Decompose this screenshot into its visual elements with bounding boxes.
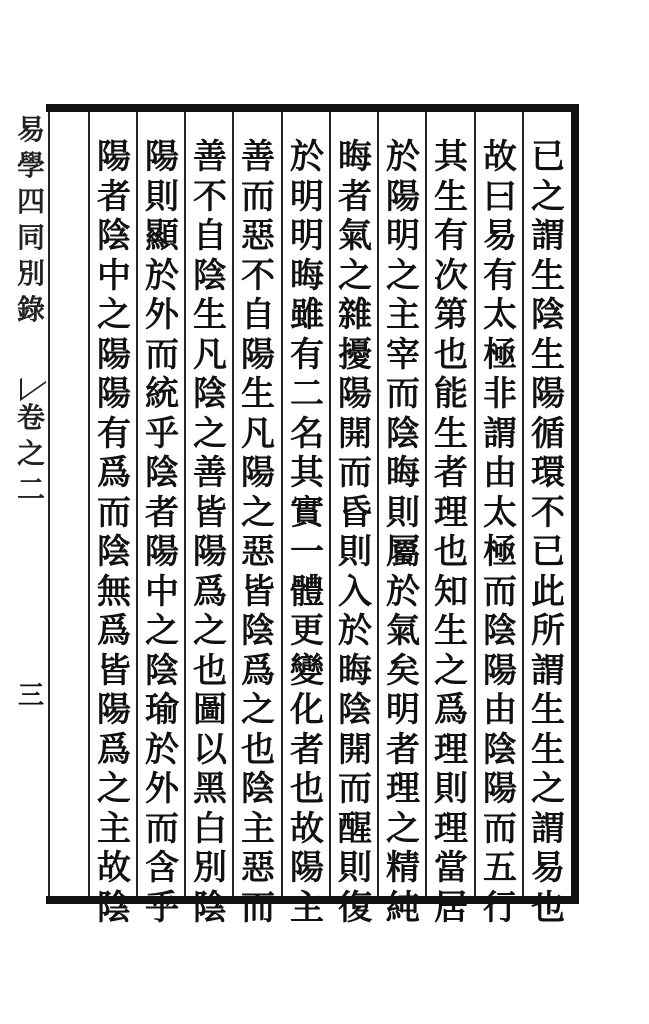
column-char: 氣 bbox=[386, 611, 420, 651]
column-char: 爲 bbox=[97, 611, 131, 651]
column-char: 凡 bbox=[241, 413, 275, 454]
column-char: 生 bbox=[193, 295, 227, 335]
column-rule bbox=[474, 112, 476, 896]
column-char: 而 bbox=[241, 887, 275, 928]
column-char: 陽 bbox=[97, 690, 131, 730]
column-char: 也 bbox=[434, 532, 468, 572]
column-char: 理 bbox=[434, 492, 468, 533]
column-rule bbox=[48, 112, 50, 896]
column-char: 故 bbox=[483, 137, 517, 177]
column-char: 非 bbox=[483, 374, 517, 414]
column-char: 屬 bbox=[386, 532, 420, 572]
column-rule bbox=[88, 112, 90, 896]
column-char: 易 bbox=[483, 216, 517, 256]
column-char: 太 bbox=[483, 492, 517, 533]
column-char: 爲 bbox=[434, 690, 468, 730]
column-char: 者 bbox=[97, 176, 131, 217]
column-char: 陰 bbox=[241, 769, 275, 809]
column-char: 而 bbox=[386, 374, 420, 414]
column-char: 主 bbox=[386, 295, 420, 335]
column-char: 而 bbox=[483, 571, 517, 612]
column-char: 陽 bbox=[338, 374, 372, 414]
column-char: 而 bbox=[241, 176, 275, 217]
column-char: 陰 bbox=[145, 650, 179, 691]
column-char: 於 bbox=[145, 255, 179, 296]
column-char: 於 bbox=[386, 571, 420, 612]
column-char: 於 bbox=[338, 611, 372, 651]
column-char: 第 bbox=[434, 295, 468, 335]
column-char: 陽 bbox=[97, 374, 131, 414]
column-rule bbox=[329, 112, 331, 896]
column-char: 也 bbox=[193, 650, 227, 691]
column-char: 陰 bbox=[193, 255, 227, 296]
column-char: 變 bbox=[290, 650, 324, 691]
column-char: 之 bbox=[145, 611, 179, 651]
column-char: 明 bbox=[386, 690, 420, 730]
column-rule bbox=[136, 112, 138, 896]
column-char: 開 bbox=[338, 413, 372, 454]
column-rule bbox=[522, 112, 524, 896]
column-char: 惡 bbox=[241, 848, 275, 888]
column-char: 有 bbox=[434, 216, 468, 256]
column-char: 之 bbox=[434, 650, 468, 691]
column-char: 自 bbox=[241, 295, 275, 335]
text-column bbox=[478, 138, 522, 928]
column-char: 其 bbox=[434, 137, 468, 177]
column-char: 知 bbox=[434, 571, 468, 612]
margin-volume bbox=[14, 400, 48, 508]
column-char: 有 bbox=[97, 413, 131, 454]
column-char: 則 bbox=[338, 532, 372, 572]
column-char: 晦 bbox=[338, 650, 372, 691]
column-char: 自 bbox=[193, 216, 227, 256]
column-char: 者 bbox=[145, 492, 179, 533]
column-char: 生 bbox=[531, 729, 565, 770]
margin-char: 別 bbox=[16, 257, 45, 290]
column-char: 不 bbox=[531, 492, 565, 533]
text-column bbox=[381, 138, 425, 928]
column-char: 而 bbox=[145, 334, 179, 375]
column-char: 陽 bbox=[241, 334, 275, 375]
column-char: 則 bbox=[145, 176, 179, 217]
column-char: 所 bbox=[531, 611, 565, 651]
column-char: 陰 bbox=[386, 413, 420, 454]
margin-char: 學 bbox=[16, 149, 45, 182]
column-char: 者 bbox=[434, 453, 468, 493]
column-char: 於 bbox=[290, 137, 324, 177]
column-char: 環 bbox=[531, 453, 565, 493]
column-char: 陽 bbox=[386, 176, 420, 217]
column-char: 則 bbox=[434, 769, 468, 809]
column-char: 理 bbox=[434, 808, 468, 849]
column-char: 由 bbox=[483, 453, 517, 493]
column-char: 謂 bbox=[531, 216, 565, 256]
column-char: 陽 bbox=[290, 848, 324, 888]
column-char: 循 bbox=[531, 413, 565, 454]
column-char: 陰 bbox=[193, 887, 227, 928]
column-char: 曰 bbox=[483, 176, 517, 217]
text-column bbox=[429, 138, 473, 928]
column-char: 生 bbox=[434, 611, 468, 651]
column-char: 陰 bbox=[193, 374, 227, 414]
margin-char: 易 bbox=[16, 113, 45, 146]
column-char: 次 bbox=[434, 255, 468, 296]
column-char: 而 bbox=[483, 808, 517, 849]
column-char: 明 bbox=[386, 216, 420, 256]
column-rule bbox=[184, 112, 186, 896]
margin-char: 二 bbox=[16, 473, 45, 506]
column-char: 而 bbox=[145, 808, 179, 849]
fishtail-mark bbox=[20, 361, 46, 401]
column-char: 極 bbox=[483, 334, 517, 375]
column-char: 此 bbox=[531, 571, 565, 612]
column-char: 外 bbox=[145, 769, 179, 809]
column-char: 易 bbox=[531, 848, 565, 888]
column-char: 入 bbox=[338, 571, 372, 612]
column-char: 者 bbox=[290, 729, 324, 770]
column-char: 氣 bbox=[338, 216, 372, 256]
column-char: 而 bbox=[97, 492, 131, 533]
column-char: 醒 bbox=[338, 808, 372, 849]
column-char: 生 bbox=[241, 374, 275, 414]
column-char: 之 bbox=[241, 690, 275, 730]
column-char: 之 bbox=[97, 769, 131, 809]
column-char: 晦 bbox=[290, 255, 324, 296]
column-char: 也 bbox=[290, 769, 324, 809]
column-rule bbox=[281, 112, 283, 896]
column-char: 陰 bbox=[483, 729, 517, 770]
column-char: 之 bbox=[241, 492, 275, 533]
column-char: 善 bbox=[193, 453, 227, 493]
column-char: 已 bbox=[531, 137, 565, 177]
column-char: 謂 bbox=[531, 650, 565, 691]
column-char: 晦 bbox=[338, 137, 372, 177]
margin-char: 錄 bbox=[16, 293, 45, 326]
column-char: 圖 bbox=[193, 690, 227, 730]
column-char: 統 bbox=[145, 374, 179, 414]
column-char: 之 bbox=[193, 413, 227, 454]
column-char: 雜 bbox=[338, 295, 372, 335]
margin-char: 卷 bbox=[16, 401, 45, 434]
column-char: 能 bbox=[434, 374, 468, 414]
column-char: 者 bbox=[386, 729, 420, 770]
column-char: 爲 bbox=[97, 453, 131, 493]
column-char: 陽 bbox=[483, 650, 517, 691]
column-char: 由 bbox=[483, 690, 517, 730]
column-char: 生 bbox=[434, 176, 468, 217]
column-char: 陽 bbox=[193, 532, 227, 572]
text-column bbox=[333, 138, 377, 928]
column-char: 於 bbox=[386, 137, 420, 177]
column-char: 則 bbox=[386, 492, 420, 533]
column-char: 黑 bbox=[193, 769, 227, 809]
column-rule bbox=[232, 112, 234, 896]
column-char: 矣 bbox=[386, 650, 420, 691]
column-char: 五 bbox=[483, 848, 517, 888]
column-char: 中 bbox=[145, 571, 179, 612]
column-char: 陰 bbox=[97, 532, 131, 572]
column-char: 惡 bbox=[241, 532, 275, 572]
column-char: 理 bbox=[386, 769, 420, 809]
column-char: 者 bbox=[338, 176, 372, 217]
column-char: 居 bbox=[434, 887, 468, 928]
column-char: 雖 bbox=[290, 295, 324, 335]
column-char: 精 bbox=[386, 848, 420, 888]
column-char: 行 bbox=[483, 887, 517, 928]
column-char: 體 bbox=[290, 571, 324, 612]
column-char: 二 bbox=[290, 374, 324, 414]
column-char: 一 bbox=[290, 532, 324, 572]
column-char: 之 bbox=[531, 769, 565, 809]
margin-char: 同 bbox=[16, 221, 45, 254]
column-char: 擾 bbox=[338, 334, 372, 375]
column-char: 太 bbox=[483, 295, 517, 335]
column-char: 陽 bbox=[145, 137, 179, 177]
column-char: 之 bbox=[193, 611, 227, 651]
column-char: 別 bbox=[193, 848, 227, 888]
frame-top-border bbox=[46, 104, 579, 112]
column-char: 昏 bbox=[338, 492, 372, 533]
column-char: 以 bbox=[193, 729, 227, 770]
column-char: 陰 bbox=[338, 690, 372, 730]
column-char: 陰 bbox=[483, 611, 517, 651]
column-char: 謂 bbox=[483, 413, 517, 454]
column-char: 陰 bbox=[145, 453, 179, 493]
column-char: 於 bbox=[145, 729, 179, 770]
column-char: 生 bbox=[531, 334, 565, 375]
column-char: 之 bbox=[531, 176, 565, 217]
column-char: 乎 bbox=[145, 887, 179, 928]
column-char: 開 bbox=[338, 729, 372, 770]
column-char: 不 bbox=[193, 176, 227, 217]
margin-folio-number bbox=[14, 680, 48, 712]
text-column bbox=[140, 138, 184, 928]
column-char: 陽 bbox=[145, 532, 179, 572]
column-char: 善 bbox=[193, 137, 227, 177]
column-char: 外 bbox=[145, 295, 179, 335]
column-char: 乎 bbox=[145, 413, 179, 454]
column-char: 名 bbox=[290, 413, 324, 454]
column-char: 陽 bbox=[531, 374, 565, 414]
column-char: 純 bbox=[386, 887, 420, 928]
column-char: 含 bbox=[145, 848, 179, 888]
column-char: 皆 bbox=[241, 571, 275, 612]
column-rule bbox=[425, 112, 427, 896]
column-char: 化 bbox=[290, 690, 324, 730]
column-char: 爲 bbox=[193, 571, 227, 612]
column-char: 瑜 bbox=[145, 690, 179, 730]
column-char: 陰 bbox=[241, 611, 275, 651]
column-char: 而 bbox=[338, 453, 372, 493]
column-char: 陽 bbox=[97, 137, 131, 177]
column-char: 主 bbox=[97, 808, 131, 849]
column-char: 之 bbox=[386, 808, 420, 849]
margin-char: 之 bbox=[16, 437, 45, 470]
column-char: 陰 bbox=[97, 887, 131, 928]
column-char: 爲 bbox=[241, 650, 275, 691]
column-char: 晦 bbox=[386, 453, 420, 493]
column-char: 故 bbox=[97, 848, 131, 888]
margin-char: 四 bbox=[16, 185, 45, 218]
column-char: 無 bbox=[97, 571, 131, 612]
column-char: 也 bbox=[241, 729, 275, 770]
column-char: 生 bbox=[434, 413, 468, 454]
margin-char: 三 bbox=[17, 681, 44, 711]
column-char: 生 bbox=[531, 255, 565, 296]
margin-title bbox=[14, 112, 48, 328]
column-char: 更 bbox=[290, 611, 324, 651]
column-char: 陰 bbox=[97, 216, 131, 256]
column-char: 而 bbox=[338, 769, 372, 809]
text-column bbox=[188, 138, 232, 928]
column-char: 故 bbox=[290, 808, 324, 849]
column-char: 生 bbox=[531, 690, 565, 730]
column-char: 主 bbox=[290, 887, 324, 928]
column-char: 惡 bbox=[241, 216, 275, 256]
column-char: 陽 bbox=[97, 334, 131, 375]
column-char: 陽 bbox=[241, 453, 275, 493]
column-char: 明 bbox=[290, 216, 324, 256]
column-char: 則 bbox=[338, 848, 372, 888]
column-char: 白 bbox=[193, 808, 227, 849]
column-char: 凡 bbox=[193, 334, 227, 375]
column-char: 中 bbox=[97, 255, 131, 296]
column-char: 明 bbox=[290, 176, 324, 217]
frame-right-border bbox=[571, 104, 579, 904]
column-char: 極 bbox=[483, 532, 517, 572]
column-char: 顯 bbox=[145, 216, 179, 256]
column-char: 有 bbox=[290, 334, 324, 375]
text-column bbox=[285, 138, 329, 928]
column-rule bbox=[377, 112, 379, 896]
column-char: 也 bbox=[434, 334, 468, 375]
column-char: 皆 bbox=[193, 492, 227, 533]
column-char: 當 bbox=[434, 848, 468, 888]
column-char: 之 bbox=[338, 255, 372, 296]
column-char: 主 bbox=[241, 808, 275, 849]
column-char: 不 bbox=[241, 255, 275, 296]
column-char: 謂 bbox=[531, 808, 565, 849]
column-char: 實 bbox=[290, 492, 324, 533]
column-char: 之 bbox=[97, 295, 131, 335]
column-char: 宰 bbox=[386, 334, 420, 375]
text-column bbox=[236, 138, 280, 928]
column-char: 陽 bbox=[483, 769, 517, 809]
column-char: 也 bbox=[531, 887, 565, 928]
column-char: 復 bbox=[338, 887, 372, 928]
text-column bbox=[92, 138, 136, 928]
column-char: 有 bbox=[483, 255, 517, 296]
column-char: 爲 bbox=[97, 729, 131, 770]
column-char: 理 bbox=[434, 729, 468, 770]
column-char: 皆 bbox=[97, 650, 131, 691]
column-char: 其 bbox=[290, 453, 324, 493]
column-char: 陰 bbox=[531, 295, 565, 335]
column-char: 善 bbox=[241, 137, 275, 177]
column-char: 之 bbox=[386, 255, 420, 296]
text-column bbox=[526, 138, 570, 928]
column-char: 已 bbox=[531, 532, 565, 572]
